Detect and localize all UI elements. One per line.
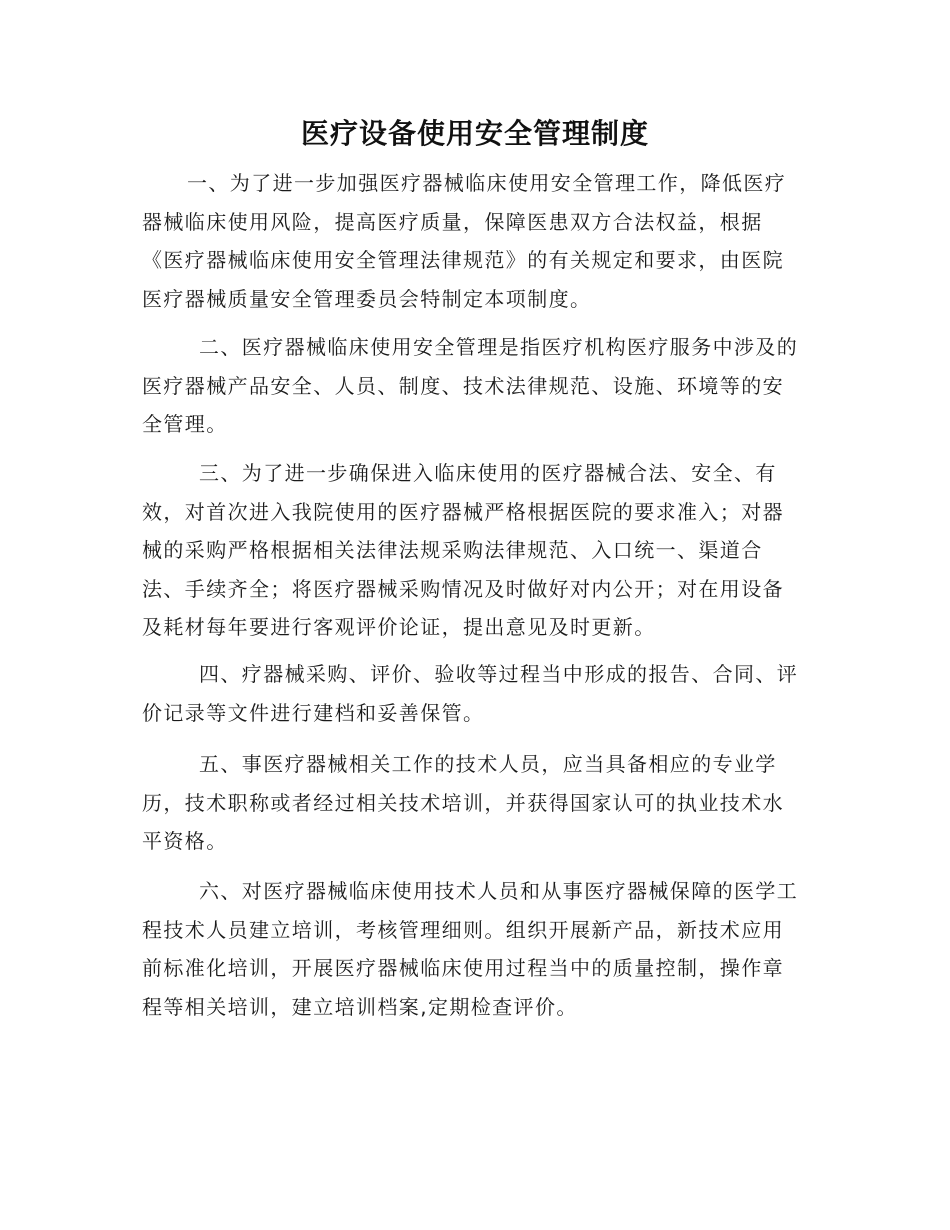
paragraph-6 (142, 872, 812, 1026)
paragraph-line: 医疗器械产品安全、人员、制度、技术法律规范、设施、环境等的安 (142, 373, 784, 398)
paragraph-2 (142, 328, 812, 444)
paragraph-line: 价记录等文件进行建档和妥善保管。 (142, 700, 485, 725)
paragraph-line: 历，技术职称或者经过相关技术培训，并获得国家认可的执业技术水 (142, 790, 784, 815)
paragraph-line: 法、手续齐全；将医疗器械采购情况及时做好对内公开；对在用设备 (142, 576, 784, 601)
paragraph-line: 六、对医疗器械临床使用技术人员和从事医疗器械保障的医学工 (199, 879, 799, 903)
paragraph-line: 医疗器械质量安全管理委员会特制定本项制度。 (142, 286, 592, 311)
paragraph-line: 五、事医疗器械相关工作的技术人员，应当具备相应的专业学 (199, 752, 777, 776)
paragraph-4 (142, 655, 812, 732)
paragraph-line: 械的采购严格根据相关法律法规采购法律规范、入口统一、渠道合 (142, 538, 763, 562)
paragraph-line: 程等相关培训，建立培训档案,定期检查评价。 (142, 994, 578, 1019)
paragraph-line: 三、为了进一步确保进入临床使用的医疗器械合法、安全、有 (199, 461, 777, 485)
paragraph-line: 平资格。 (142, 829, 228, 853)
paragraph-line: 《医疗器械临床使用安全管理法律规范》的有关规定和要求，由医院 (142, 248, 784, 272)
paragraph-5 (142, 745, 812, 861)
paragraph-line: 一、为了进一步加强医疗器械临床使用安全管理工作，降低医疗 (187, 171, 787, 195)
paragraph-line: 四、疗器械采购、评价、验收等过程当中形成的报告、合同、评 (199, 662, 799, 686)
paragraph-1 (142, 164, 812, 318)
paragraph-line: 器械临床使用风险，提高医疗质量，保障医患双方合法权益，根据 (142, 209, 763, 234)
paragraph-line: 二、医疗器械临床使用安全管理是指医疗机构医疗服务中涉及的 (199, 335, 799, 359)
paragraph-line: 程技术人员建立培训，考核管理细则。组织开展新产品，新技术应用 (142, 917, 784, 942)
paragraph-line: 前标准化培训，开展医疗器械临床使用过程当中的质量控制，操作章 (142, 956, 784, 980)
paragraph-line: 全管理。 (142, 412, 228, 436)
paragraph-3 (142, 454, 812, 647)
paragraph-line: 效，对首次进入我院使用的医疗器械严格根据医院的要求准入；对器 (142, 499, 784, 524)
paragraph-line: 及耗材每年要进行客观评价论证，提出意见及时更新。 (142, 615, 656, 639)
document-title: 医疗设备使用安全管理制度 (300, 117, 649, 150)
